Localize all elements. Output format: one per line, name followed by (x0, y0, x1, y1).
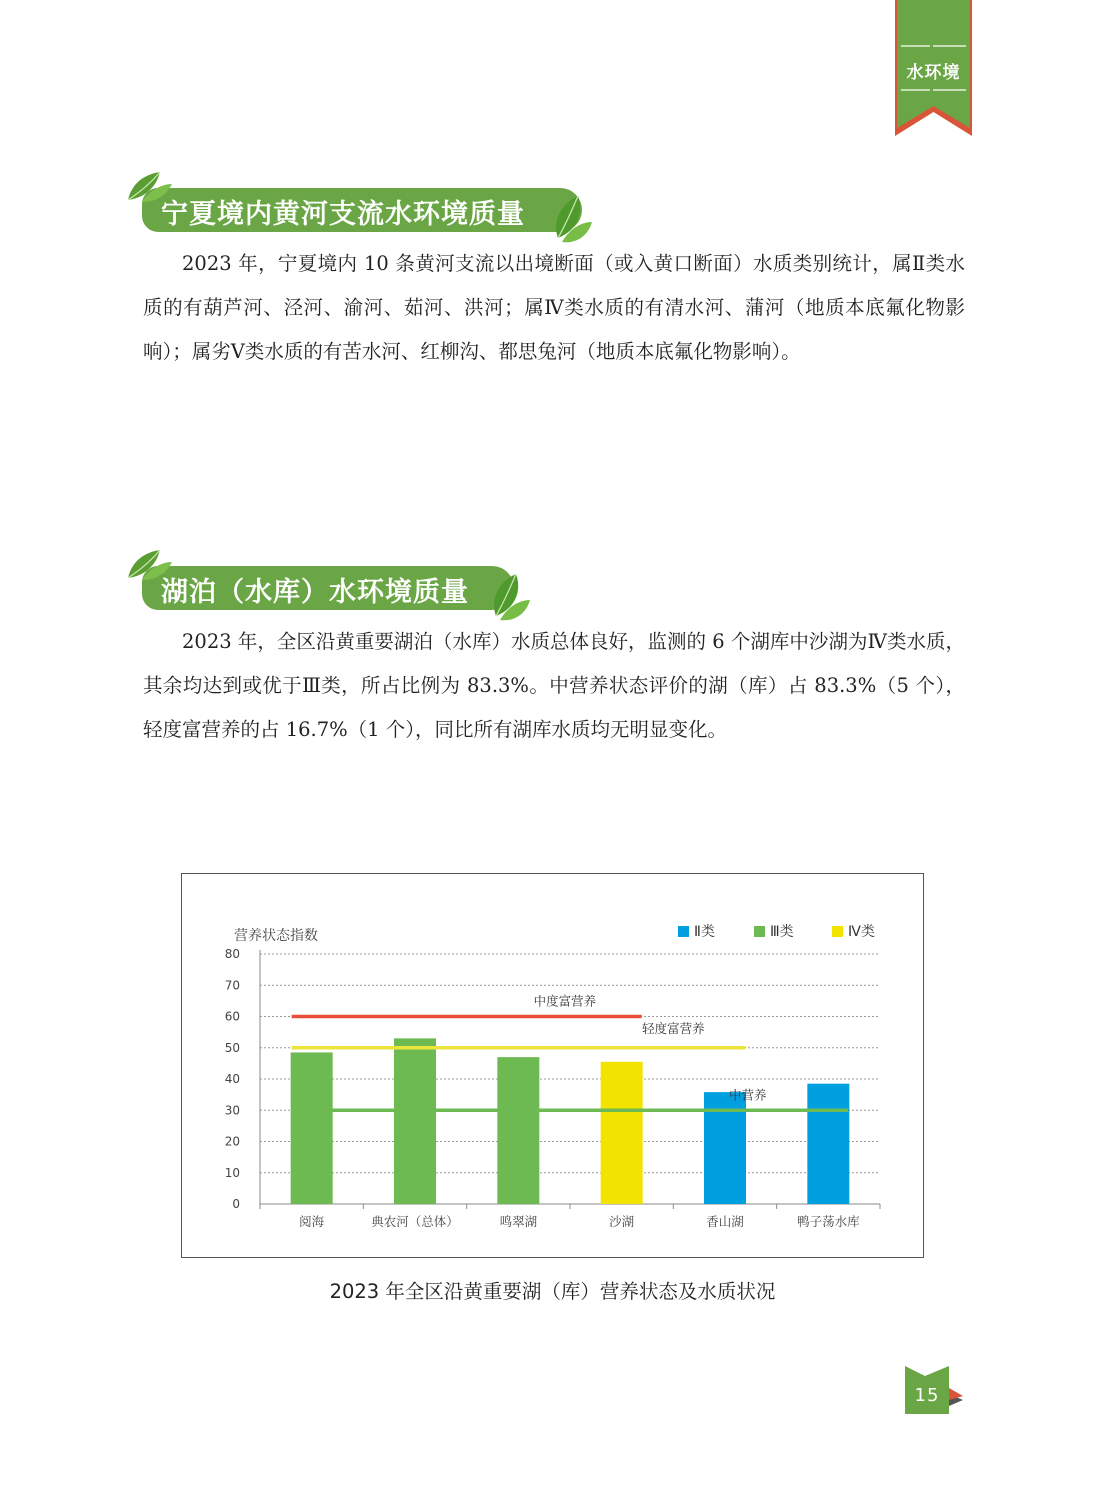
reference-line-label: 中度富营养 (533, 993, 597, 1009)
bar (394, 1038, 436, 1204)
leaf-icon (486, 572, 532, 622)
paragraph-text: 2023 年，全区沿黄重要湖泊（水库）水质总体良好，监测的 6 个湖库中沙湖为Ⅳ类水质，其余均达到或优于Ⅲ类，所占比例为 83.3%。中营养状态评价的湖（库）占 83.3%（5 个），轻度富营养的占 16.7%（1 个），同比所有湖库水质均无明显变化。 (143, 630, 965, 741)
legend-swatch (832, 926, 843, 937)
y-tick-label: 30 (224, 1103, 240, 1118)
paragraph-text: 2023 年，宁夏境内 10 条黄河支流以出境断面（或入黄口断面）水质类别统计，属Ⅱ类水质的有葫芦河、泾河、渝河、茹河、洪河；属Ⅳ类水质的有清水河、蒲河（地质本底氟化物影响）；属劣Ⅴ类水质的有苦水河、红柳沟、都思兔河（地质本底氟化物影响）。 (143, 252, 965, 363)
y-axis-title: 营养状态指数 (234, 928, 318, 944)
y-tick-label: 70 (224, 978, 240, 993)
section-heading (136, 566, 536, 610)
x-category-label: 鸣翠湖 (499, 1214, 538, 1229)
legend-label: Ⅳ类 (848, 924, 875, 940)
chart-canvas (182, 874, 923, 1257)
leaf-icon (126, 170, 174, 204)
reference-line-label: 中营养 (728, 1087, 767, 1103)
y-tick-label: 50 (224, 1040, 240, 1055)
x-category-label: 香山湖 (706, 1214, 744, 1229)
bar (601, 1062, 643, 1204)
trophic-status-chart (181, 873, 924, 1258)
x-category-label: 鸭子荡水库 (797, 1214, 860, 1229)
section-paragraph (143, 242, 965, 374)
section-title: 宁夏境内黄河支流水环境质量 (161, 199, 525, 230)
y-tick-label: 60 (224, 1009, 240, 1024)
x-category-label: 典农河（总体） (371, 1214, 459, 1229)
chapter-tab-label: 水环境 (906, 63, 961, 83)
bar (497, 1057, 539, 1204)
y-tick-label: 80 (224, 947, 240, 961)
section-title: 湖泊（水库）水环境质量 (161, 577, 469, 608)
legend-swatch (754, 926, 765, 937)
legend-label: Ⅲ类 (770, 924, 794, 940)
leaf-icon (126, 548, 174, 582)
reference-line-label: 轻度富营养 (642, 1020, 705, 1036)
section-heading (136, 188, 596, 232)
y-tick-label: 0 (232, 1197, 240, 1211)
y-tick-label: 10 (224, 1165, 240, 1180)
legend-label: Ⅱ类 (694, 924, 715, 940)
leaf-icon (548, 194, 594, 244)
bar (291, 1052, 333, 1204)
x-category-label: 沙湖 (609, 1214, 635, 1229)
page-number: 15 (914, 1385, 940, 1406)
y-tick-label: 40 (224, 1072, 240, 1086)
bar (807, 1084, 849, 1204)
y-tick-label: 20 (224, 1134, 240, 1149)
x-category-label: 阅海 (299, 1214, 325, 1229)
chart-caption: 2023 年全区沿黄重要湖（库）营养状态及水质状况 (329, 1280, 776, 1303)
section-paragraph (143, 620, 965, 752)
legend-swatch (678, 926, 689, 937)
